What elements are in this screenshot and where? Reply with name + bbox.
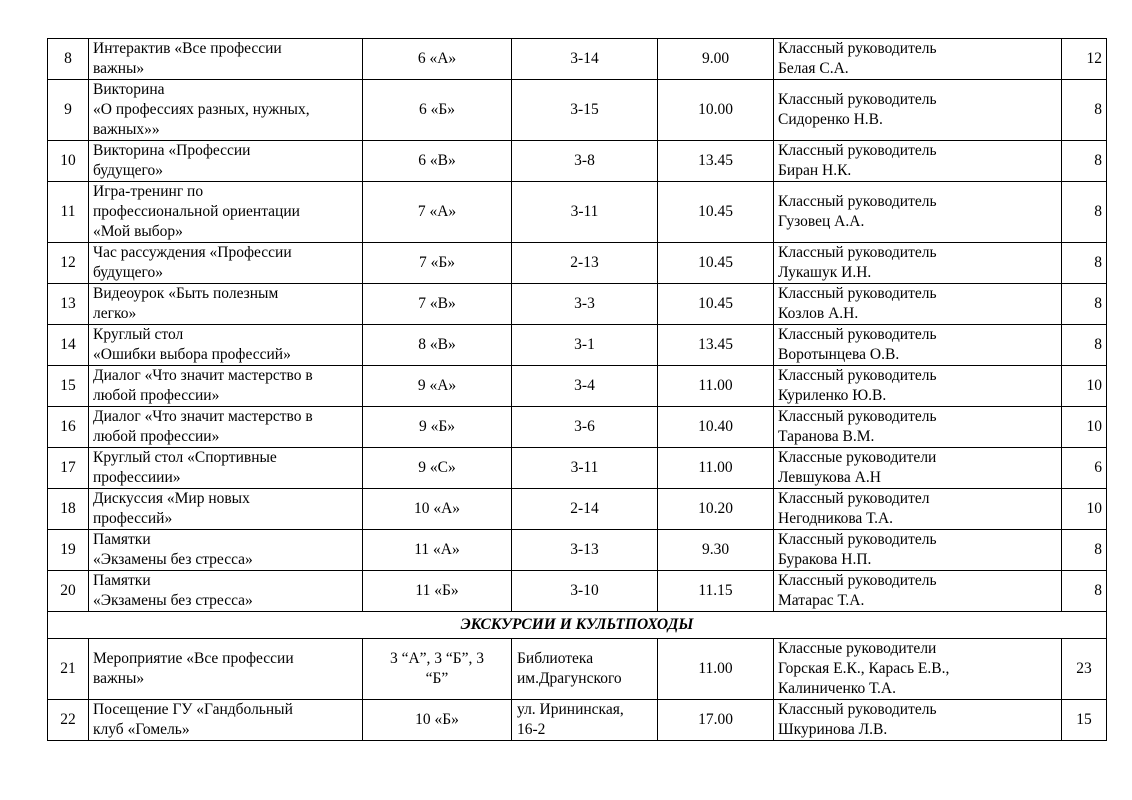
room-number bbox=[512, 571, 658, 612]
event-title bbox=[89, 284, 363, 325]
responsible-person-line: Левшукова А.Н bbox=[778, 469, 881, 486]
event-title-line: Видеоурок «Быть полезным bbox=[93, 285, 279, 302]
participant-count: 10 bbox=[1062, 407, 1107, 448]
room-number-line: 3-15 bbox=[570, 101, 599, 118]
event-title-line: Диалог «Что значит мастерство в bbox=[93, 408, 313, 425]
event-title-line: Интерактив «Все профессии bbox=[93, 40, 282, 57]
room-number-line: 3-4 bbox=[574, 377, 595, 394]
event-time: 17.00 bbox=[658, 700, 774, 741]
event-title-line: важны» bbox=[93, 60, 145, 77]
event-title-line: Посещение ГУ «Гандбольный bbox=[93, 701, 293, 718]
responsible-person bbox=[774, 39, 1062, 80]
table-row bbox=[48, 407, 1107, 448]
responsible-person bbox=[774, 80, 1062, 141]
event-time: 9.30 bbox=[658, 530, 774, 571]
responsible-person-line: Классный руководитель bbox=[778, 701, 937, 718]
participant-count: 8 bbox=[1062, 571, 1107, 612]
responsible-person-line: Шкуринова Л.В. bbox=[778, 721, 888, 738]
participant-count: 12 bbox=[1062, 39, 1107, 80]
event-title bbox=[89, 571, 363, 612]
responsible-person bbox=[774, 325, 1062, 366]
event-time: 11.00 bbox=[658, 448, 774, 489]
responsible-person-line: Гузовец А.А. bbox=[778, 213, 865, 230]
row-number: 16 bbox=[48, 407, 89, 448]
responsible-person-line: Классный руководитель bbox=[778, 91, 937, 108]
venue-line: 16-2 bbox=[517, 721, 546, 738]
room-number-line: 3-6 bbox=[574, 418, 595, 435]
responsible-person-line: Классный руководитель bbox=[778, 367, 937, 384]
room-number-line: 3-11 bbox=[570, 459, 599, 476]
room-number bbox=[512, 284, 658, 325]
class-name-line: 7 «Б» bbox=[418, 254, 456, 271]
table-row bbox=[48, 639, 1107, 700]
class-name-line: 8 «В» bbox=[418, 336, 456, 353]
venue-line: им.Драгунского bbox=[517, 670, 622, 687]
room-number-line: 2-14 bbox=[570, 500, 599, 517]
participant-count: 8 bbox=[1062, 325, 1107, 366]
responsible-person-line: Классный руководитель bbox=[778, 244, 937, 261]
participant-count: 8 bbox=[1062, 80, 1107, 141]
responsible-person-line: Сидоренко Н.В. bbox=[778, 111, 883, 128]
event-time: 10.45 bbox=[658, 182, 774, 243]
responsible-person bbox=[774, 284, 1062, 325]
event-title-line: Игра-тренинг по bbox=[93, 183, 204, 200]
participant-count: 6 bbox=[1062, 448, 1107, 489]
event-title bbox=[89, 448, 363, 489]
responsible-person bbox=[774, 141, 1062, 182]
event-title-line: важных»» bbox=[93, 121, 160, 138]
row-number: 15 bbox=[48, 366, 89, 407]
table-row bbox=[48, 284, 1107, 325]
row-number: 19 bbox=[48, 530, 89, 571]
event-title-line: будущего» bbox=[93, 264, 163, 281]
event-time: 11.15 bbox=[658, 571, 774, 612]
row-number: 17 bbox=[48, 448, 89, 489]
participant-count: 10 bbox=[1062, 366, 1107, 407]
table-row bbox=[48, 489, 1107, 530]
event-title-line: профессий» bbox=[93, 510, 173, 527]
event-title-line: клуб «Гомель» bbox=[93, 721, 190, 738]
event-title-line: любой профессии» bbox=[93, 428, 220, 445]
responsible-person-line: Буракова Н.П. bbox=[778, 551, 872, 568]
class-name-line: 9 «А» bbox=[417, 377, 457, 394]
responsible-person-line: Классный руководитель bbox=[778, 40, 937, 57]
class-name bbox=[363, 530, 512, 571]
room-number-line: 3-8 bbox=[574, 152, 595, 169]
event-title bbox=[89, 530, 363, 571]
responsible-person-line: Классный руководитель bbox=[778, 193, 937, 210]
event-title-line: Диалог «Что значит мастерство в bbox=[93, 367, 313, 384]
responsible-person-line: Матарас Т.А. bbox=[778, 592, 865, 609]
room-number bbox=[512, 80, 658, 141]
class-name-line: “Б” bbox=[425, 670, 449, 687]
section-header-row bbox=[48, 612, 1107, 639]
room-number-line: 3-1 bbox=[574, 336, 595, 353]
class-name-line: 6 «В» bbox=[418, 152, 456, 169]
class-name bbox=[363, 284, 512, 325]
event-title-line: «Ошибки выбора профессий» bbox=[93, 346, 291, 363]
event-time: 10.45 bbox=[658, 284, 774, 325]
venue-line: Библиотека bbox=[517, 650, 594, 667]
room-number bbox=[512, 243, 658, 284]
responsible-person bbox=[774, 407, 1062, 448]
event-title-line: Круглый стол bbox=[93, 326, 184, 343]
event-title bbox=[89, 366, 363, 407]
row-number: 9 bbox=[48, 80, 89, 141]
event-title bbox=[89, 489, 363, 530]
class-name bbox=[363, 639, 512, 700]
class-name-line: 7 «А» bbox=[417, 203, 457, 220]
event-title-line: Мероприятие «Все профессии bbox=[93, 650, 294, 667]
row-number: 13 bbox=[48, 284, 89, 325]
schedule-body bbox=[48, 39, 1107, 741]
responsible-person bbox=[774, 366, 1062, 407]
event-title bbox=[89, 700, 363, 741]
event-title bbox=[89, 243, 363, 284]
responsible-person bbox=[774, 530, 1062, 571]
event-time: 13.45 bbox=[658, 325, 774, 366]
class-name-line: 10 «Б» bbox=[415, 711, 459, 728]
responsible-person-line: Классный руководитель bbox=[778, 572, 937, 589]
class-name-line: 9 «С» bbox=[418, 459, 456, 476]
event-title bbox=[89, 182, 363, 243]
event-title-line: Викторина «Профессии bbox=[93, 142, 251, 159]
venue bbox=[512, 639, 658, 700]
class-name bbox=[363, 39, 512, 80]
participant-count: 15 bbox=[1062, 700, 1107, 741]
class-name bbox=[363, 325, 512, 366]
participant-count: 8 bbox=[1062, 141, 1107, 182]
event-title bbox=[89, 39, 363, 80]
room-number bbox=[512, 366, 658, 407]
participant-count: 8 bbox=[1062, 182, 1107, 243]
responsible-person-line: Лукашук И.Н. bbox=[778, 264, 872, 281]
room-number bbox=[512, 141, 658, 182]
table-row bbox=[48, 243, 1107, 284]
class-name-line: 11 «Б» bbox=[415, 582, 459, 599]
event-title-line: Викторина bbox=[93, 81, 165, 98]
room-number bbox=[512, 489, 658, 530]
event-title-line: Час рассуждения «Профессии bbox=[93, 244, 292, 261]
row-number: 20 bbox=[48, 571, 89, 612]
class-name bbox=[363, 448, 512, 489]
table-row bbox=[48, 325, 1107, 366]
room-number-line: 3-14 bbox=[570, 50, 599, 67]
participant-count: 8 bbox=[1062, 243, 1107, 284]
room-number-line: 3-13 bbox=[570, 541, 599, 558]
event-time: 11.00 bbox=[658, 639, 774, 700]
responsible-person-line: Белая С.А. bbox=[778, 60, 849, 77]
event-title bbox=[89, 80, 363, 141]
event-title bbox=[89, 141, 363, 182]
event-title-line: «Экзамены без стресса» bbox=[93, 592, 253, 609]
responsible-person-line: Горская Е.К., Карась Е.В., bbox=[778, 660, 950, 677]
event-time: 10.00 bbox=[658, 80, 774, 141]
room-number-line: 3-3 bbox=[574, 295, 595, 312]
event-title-line: «О профессиях разных, нужных, bbox=[93, 101, 310, 118]
responsible-person bbox=[774, 448, 1062, 489]
event-title-line: Памятки bbox=[93, 572, 151, 589]
participant-count: 23 bbox=[1062, 639, 1107, 700]
row-number: 21 bbox=[48, 639, 89, 700]
room-number bbox=[512, 325, 658, 366]
row-number: 11 bbox=[48, 182, 89, 243]
table-row bbox=[48, 366, 1107, 407]
responsible-person-line: Классный руководитель bbox=[778, 531, 937, 548]
table-row bbox=[48, 80, 1107, 141]
class-name bbox=[363, 243, 512, 284]
event-time: 11.00 bbox=[658, 366, 774, 407]
event-time: 9.00 bbox=[658, 39, 774, 80]
class-name bbox=[363, 571, 512, 612]
responsible-person-line: Классный руководител bbox=[778, 490, 930, 507]
responsible-person-line: Биран Н.К. bbox=[778, 162, 852, 179]
event-title-line: любой профессии» bbox=[93, 387, 220, 404]
class-name bbox=[363, 141, 512, 182]
event-title-line: Круглый стол «Спортивные bbox=[93, 449, 277, 466]
responsible-person-line: Негодникова Т.А. bbox=[778, 510, 894, 527]
responsible-person-line: Классный руководитель bbox=[778, 285, 937, 302]
responsible-person-line: Калиниченко Т.А. bbox=[778, 680, 896, 697]
event-title bbox=[89, 639, 363, 700]
class-name bbox=[363, 700, 512, 741]
responsible-person-line: Классный руководитель bbox=[778, 408, 937, 425]
class-name bbox=[363, 489, 512, 530]
responsible-person bbox=[774, 571, 1062, 612]
class-name bbox=[363, 407, 512, 448]
responsible-person bbox=[774, 243, 1062, 284]
event-title bbox=[89, 325, 363, 366]
participant-count: 8 bbox=[1062, 530, 1107, 571]
room-number bbox=[512, 530, 658, 571]
event-time: 13.45 bbox=[658, 141, 774, 182]
responsible-person bbox=[774, 639, 1062, 700]
room-number bbox=[512, 182, 658, 243]
event-title-line: профессиии» bbox=[93, 469, 181, 486]
row-number: 14 bbox=[48, 325, 89, 366]
responsible-person-line: Классные руководители bbox=[778, 449, 937, 466]
room-number bbox=[512, 407, 658, 448]
row-number: 12 bbox=[48, 243, 89, 284]
schedule-table bbox=[47, 38, 1107, 741]
responsible-person bbox=[774, 700, 1062, 741]
responsible-person-line: Классный руководитель bbox=[778, 326, 937, 343]
table-row bbox=[48, 39, 1107, 80]
event-title-line: Памятки bbox=[93, 531, 151, 548]
event-title-line: легко» bbox=[93, 305, 137, 322]
event-title-line: важны» bbox=[93, 670, 145, 687]
table-row bbox=[48, 530, 1107, 571]
class-name-line: 9 «Б» bbox=[418, 418, 456, 435]
responsible-person-line: Козлов А.Н. bbox=[778, 305, 859, 322]
class-name bbox=[363, 366, 512, 407]
venue-line: ул. Ирининская, bbox=[517, 701, 624, 718]
table-row bbox=[48, 141, 1107, 182]
responsible-person-line: Классные руководители bbox=[778, 640, 937, 657]
responsible-person bbox=[774, 182, 1062, 243]
responsible-person-line: Классный руководитель bbox=[778, 142, 937, 159]
event-title-line: будущего» bbox=[93, 162, 163, 179]
room-number bbox=[512, 39, 658, 80]
responsible-person-line: Таранова В.М. bbox=[778, 428, 875, 445]
event-title-line: профессиональной ориентации bbox=[93, 203, 300, 220]
row-number: 8 bbox=[48, 39, 89, 80]
event-time: 10.20 bbox=[658, 489, 774, 530]
event-time: 10.45 bbox=[658, 243, 774, 284]
event-title-line: Дискуссия «Мир новых bbox=[93, 490, 250, 507]
class-name bbox=[363, 182, 512, 243]
participant-count: 8 bbox=[1062, 284, 1107, 325]
table-row bbox=[48, 571, 1107, 612]
row-number: 22 bbox=[48, 700, 89, 741]
participant-count: 10 bbox=[1062, 489, 1107, 530]
class-name-line: 7 «В» bbox=[418, 295, 456, 312]
class-name bbox=[363, 80, 512, 141]
class-name-line: 6 «А» bbox=[417, 50, 457, 67]
table-row bbox=[48, 182, 1107, 243]
section-title: ЭКСКУРСИИ И КУЛЬТПОХОДЫ bbox=[48, 612, 1107, 639]
table-row bbox=[48, 448, 1107, 489]
responsible-person-line: Воротынцева О.В. bbox=[778, 346, 900, 363]
venue bbox=[512, 700, 658, 741]
responsible-person-line: Куриленко Ю.В. bbox=[778, 387, 887, 404]
class-name-line: 6 «Б» bbox=[418, 101, 456, 118]
event-title bbox=[89, 407, 363, 448]
room-number bbox=[512, 448, 658, 489]
class-name-line: 11 «А» bbox=[414, 541, 460, 558]
table-row bbox=[48, 700, 1107, 741]
event-title-line: «Экзамены без стресса» bbox=[93, 551, 253, 568]
room-number-line: 3-11 bbox=[570, 203, 599, 220]
room-number-line: 3-10 bbox=[570, 582, 599, 599]
class-name-line: 10 «А» bbox=[413, 500, 461, 517]
event-title-line: «Мой выбор» bbox=[93, 223, 183, 240]
room-number-line: 2-13 bbox=[570, 254, 599, 271]
event-time: 10.40 bbox=[658, 407, 774, 448]
row-number: 18 bbox=[48, 489, 89, 530]
row-number: 10 bbox=[48, 141, 89, 182]
responsible-person bbox=[774, 489, 1062, 530]
class-name-line: 3 “А”, 3 “Б”, 3 bbox=[389, 650, 485, 667]
